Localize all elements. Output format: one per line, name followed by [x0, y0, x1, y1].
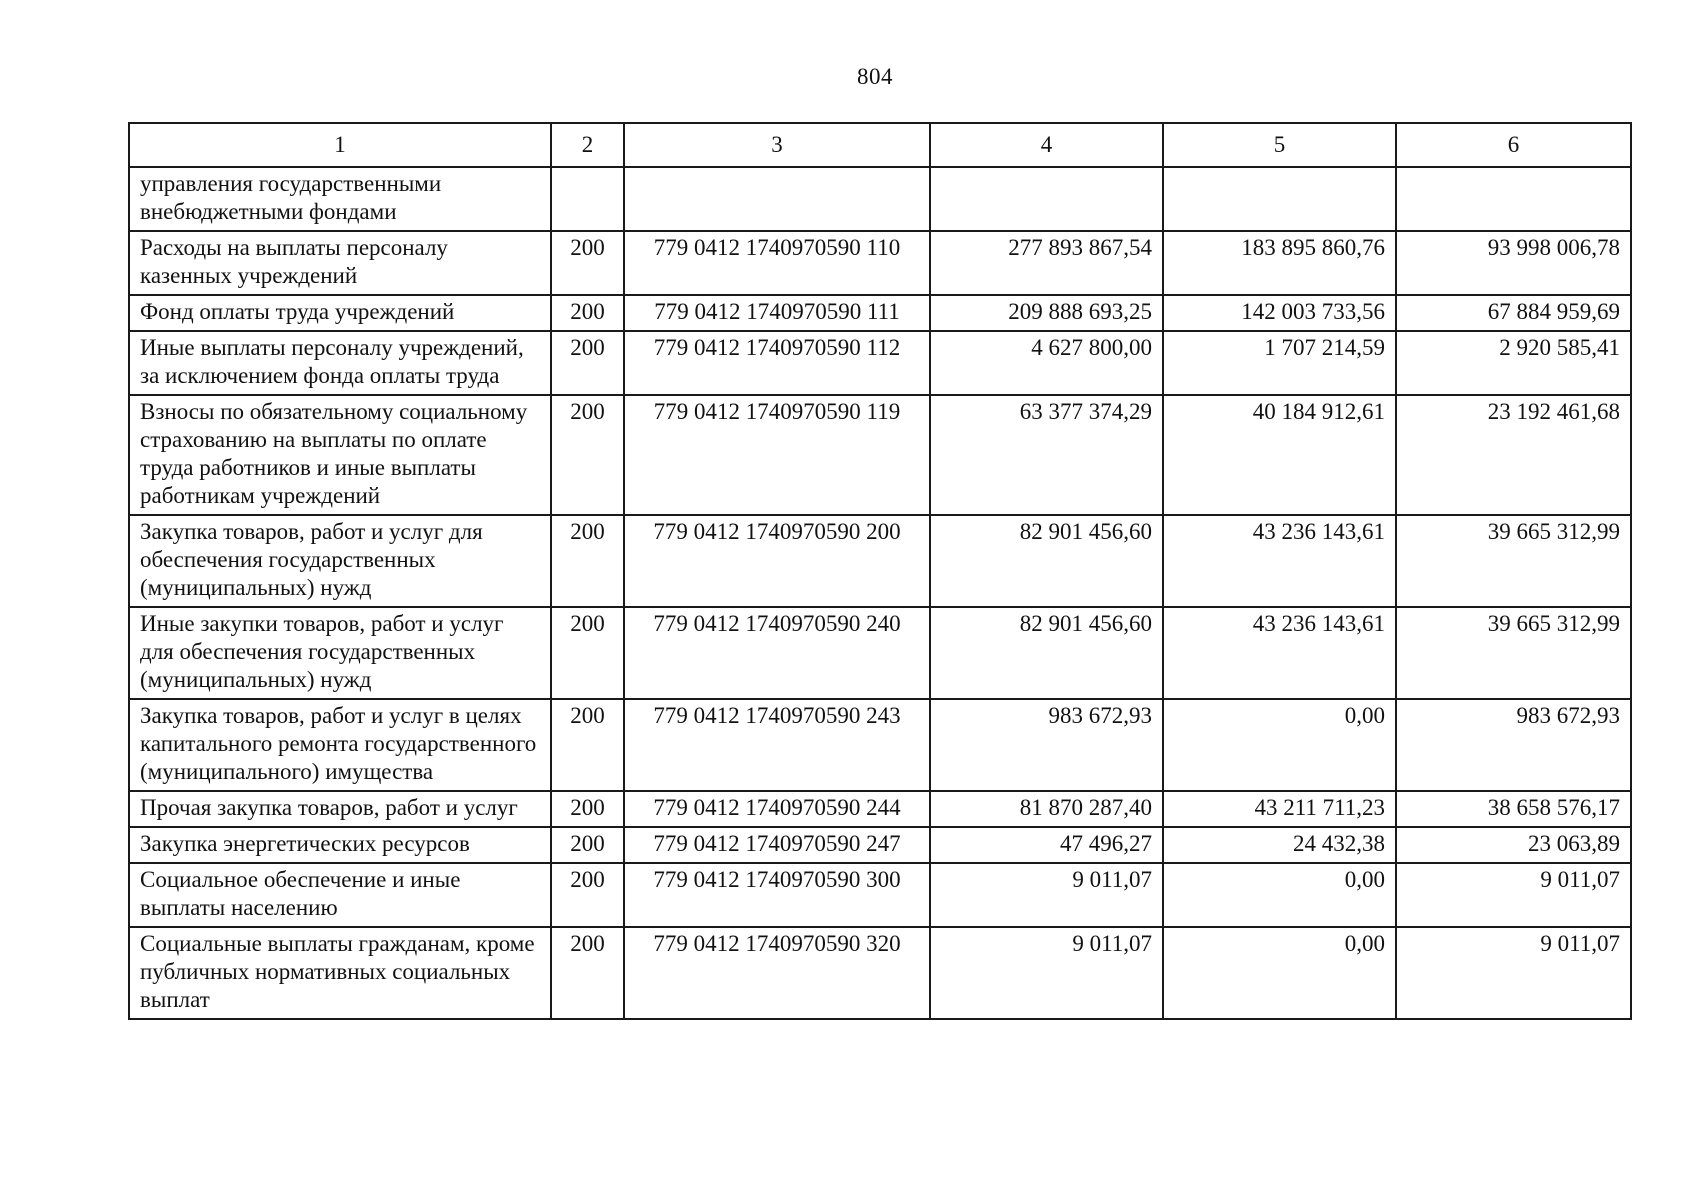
table-row	[129, 791, 1631, 827]
row-kbk-cell: 779 0412 1740970590 300	[624, 863, 930, 927]
row-kbk-cell: 779 0412 1740970590 240	[624, 607, 930, 699]
column-header: 2	[551, 123, 624, 167]
row-code-cell: 200	[551, 395, 624, 515]
row-name-cell: Закупка энергетических ресурсов	[129, 827, 551, 863]
column-header: 1	[129, 123, 551, 167]
table-body	[129, 167, 1631, 1019]
row-value-5-cell: 43 211 711,23	[1163, 791, 1396, 827]
table-row	[129, 863, 1631, 927]
row-kbk-cell: 779 0412 1740970590 247	[624, 827, 930, 863]
row-kbk-cell: 779 0412 1740970590 200	[624, 515, 930, 607]
table-row	[129, 331, 1631, 395]
row-value-5-cell: 0,00	[1163, 927, 1396, 1019]
row-value-6-cell: 23 063,89	[1396, 827, 1631, 863]
row-value-6-cell: 39 665 312,99	[1396, 515, 1631, 607]
table-row	[129, 515, 1631, 607]
row-code-cell: 200	[551, 827, 624, 863]
row-code-cell: 200	[551, 791, 624, 827]
row-name-cell: Иные закупки товаров, работ и услуг для обеспечения государственных (муниципальных) нужд	[129, 607, 551, 699]
row-name-cell: Социальные выплаты гражданам, кроме публичных нормативных социальных выплат	[129, 927, 551, 1019]
row-value-6-cell: 93 998 006,78	[1396, 231, 1631, 295]
row-value-4-cell: 81 870 287,40	[930, 791, 1163, 827]
row-value-4-cell	[930, 167, 1163, 231]
column-header: 6	[1396, 123, 1631, 167]
row-value-6-cell	[1396, 167, 1631, 231]
row-value-5-cell: 0,00	[1163, 863, 1396, 927]
row-value-4-cell: 277 893 867,54	[930, 231, 1163, 295]
row-kbk-cell: 779 0412 1740970590 110	[624, 231, 930, 295]
table-row	[129, 927, 1631, 1019]
row-name-cell: Взносы по обязательному социальному страхованию на выплаты по оплате труда работников и иные выплаты работникам учреждений	[129, 395, 551, 515]
table-row	[129, 607, 1631, 699]
page-number: 804	[857, 64, 893, 89]
row-kbk-cell: 779 0412 1740970590 119	[624, 395, 930, 515]
row-code-cell: 200	[551, 863, 624, 927]
row-value-5-cell: 43 236 143,61	[1163, 607, 1396, 699]
row-name-cell: Расходы на выплаты персоналу казенных учреждений	[129, 231, 551, 295]
row-name-cell: Иные выплаты персоналу учреждений, за исключением фонда оплаты труда	[129, 331, 551, 395]
row-value-5-cell: 24 432,38	[1163, 827, 1396, 863]
table-header-row	[129, 123, 1631, 167]
row-code-cell: 200	[551, 699, 624, 791]
table-row	[129, 167, 1631, 231]
row-kbk-cell: 779 0412 1740970590 112	[624, 331, 930, 395]
table-row	[129, 295, 1631, 331]
column-header: 5	[1163, 123, 1396, 167]
row-code-cell: 200	[551, 607, 624, 699]
row-code-cell	[551, 167, 624, 231]
row-value-4-cell: 9 011,07	[930, 927, 1163, 1019]
row-value-5-cell: 43 236 143,61	[1163, 515, 1396, 607]
table-row	[129, 395, 1631, 515]
row-name-cell: Прочая закупка товаров, работ и услуг	[129, 791, 551, 827]
column-header: 3	[624, 123, 930, 167]
row-value-4-cell: 983 672,93	[930, 699, 1163, 791]
row-value-4-cell: 4 627 800,00	[930, 331, 1163, 395]
row-value-6-cell: 2 920 585,41	[1396, 331, 1631, 395]
row-name-cell: Закупка товаров, работ и услуг в целях капитального ремонта государственного (муниципального) имущества	[129, 699, 551, 791]
row-code-cell: 200	[551, 331, 624, 395]
row-kbk-cell	[624, 167, 930, 231]
row-kbk-cell: 779 0412 1740970590 111	[624, 295, 930, 331]
row-name-cell: Социальное обеспечение и иные выплаты населению	[129, 863, 551, 927]
row-name-cell: Фонд оплаты труда учреждений	[129, 295, 551, 331]
row-value-5-cell: 1 707 214,59	[1163, 331, 1396, 395]
row-value-6-cell: 23 192 461,68	[1396, 395, 1631, 515]
row-value-4-cell: 9 011,07	[930, 863, 1163, 927]
row-value-4-cell: 82 901 456,60	[930, 607, 1163, 699]
row-value-4-cell: 209 888 693,25	[930, 295, 1163, 331]
row-code-cell: 200	[551, 295, 624, 331]
row-value-6-cell: 39 665 312,99	[1396, 607, 1631, 699]
row-name-cell: Закупка товаров, работ и услуг для обеспечения государственных (муниципальных) нужд	[129, 515, 551, 607]
row-value-5-cell: 183 895 860,76	[1163, 231, 1396, 295]
row-value-6-cell: 67 884 959,69	[1396, 295, 1631, 331]
budget-table	[128, 122, 1632, 1020]
row-code-cell: 200	[551, 515, 624, 607]
row-value-4-cell: 82 901 456,60	[930, 515, 1163, 607]
table-row	[129, 827, 1631, 863]
row-value-6-cell: 983 672,93	[1396, 699, 1631, 791]
row-value-5-cell: 142 003 733,56	[1163, 295, 1396, 331]
row-kbk-cell: 779 0412 1740970590 243	[624, 699, 930, 791]
row-kbk-cell: 779 0412 1740970590 320	[624, 927, 930, 1019]
row-value-5-cell: 40 184 912,61	[1163, 395, 1396, 515]
row-value-4-cell: 63 377 374,29	[930, 395, 1163, 515]
row-value-4-cell: 47 496,27	[930, 827, 1163, 863]
column-header: 4	[930, 123, 1163, 167]
table-row	[129, 699, 1631, 791]
row-code-cell: 200	[551, 231, 624, 295]
row-value-6-cell: 9 011,07	[1396, 927, 1631, 1019]
row-value-6-cell: 38 658 576,17	[1396, 791, 1631, 827]
row-value-5-cell	[1163, 167, 1396, 231]
row-code-cell: 200	[551, 927, 624, 1019]
row-kbk-cell: 779 0412 1740970590 244	[624, 791, 930, 827]
row-value-5-cell: 0,00	[1163, 699, 1396, 791]
row-name-cell: управления государственными внебюджетными фондами	[129, 167, 551, 231]
table-row	[129, 231, 1631, 295]
row-value-6-cell: 9 011,07	[1396, 863, 1631, 927]
